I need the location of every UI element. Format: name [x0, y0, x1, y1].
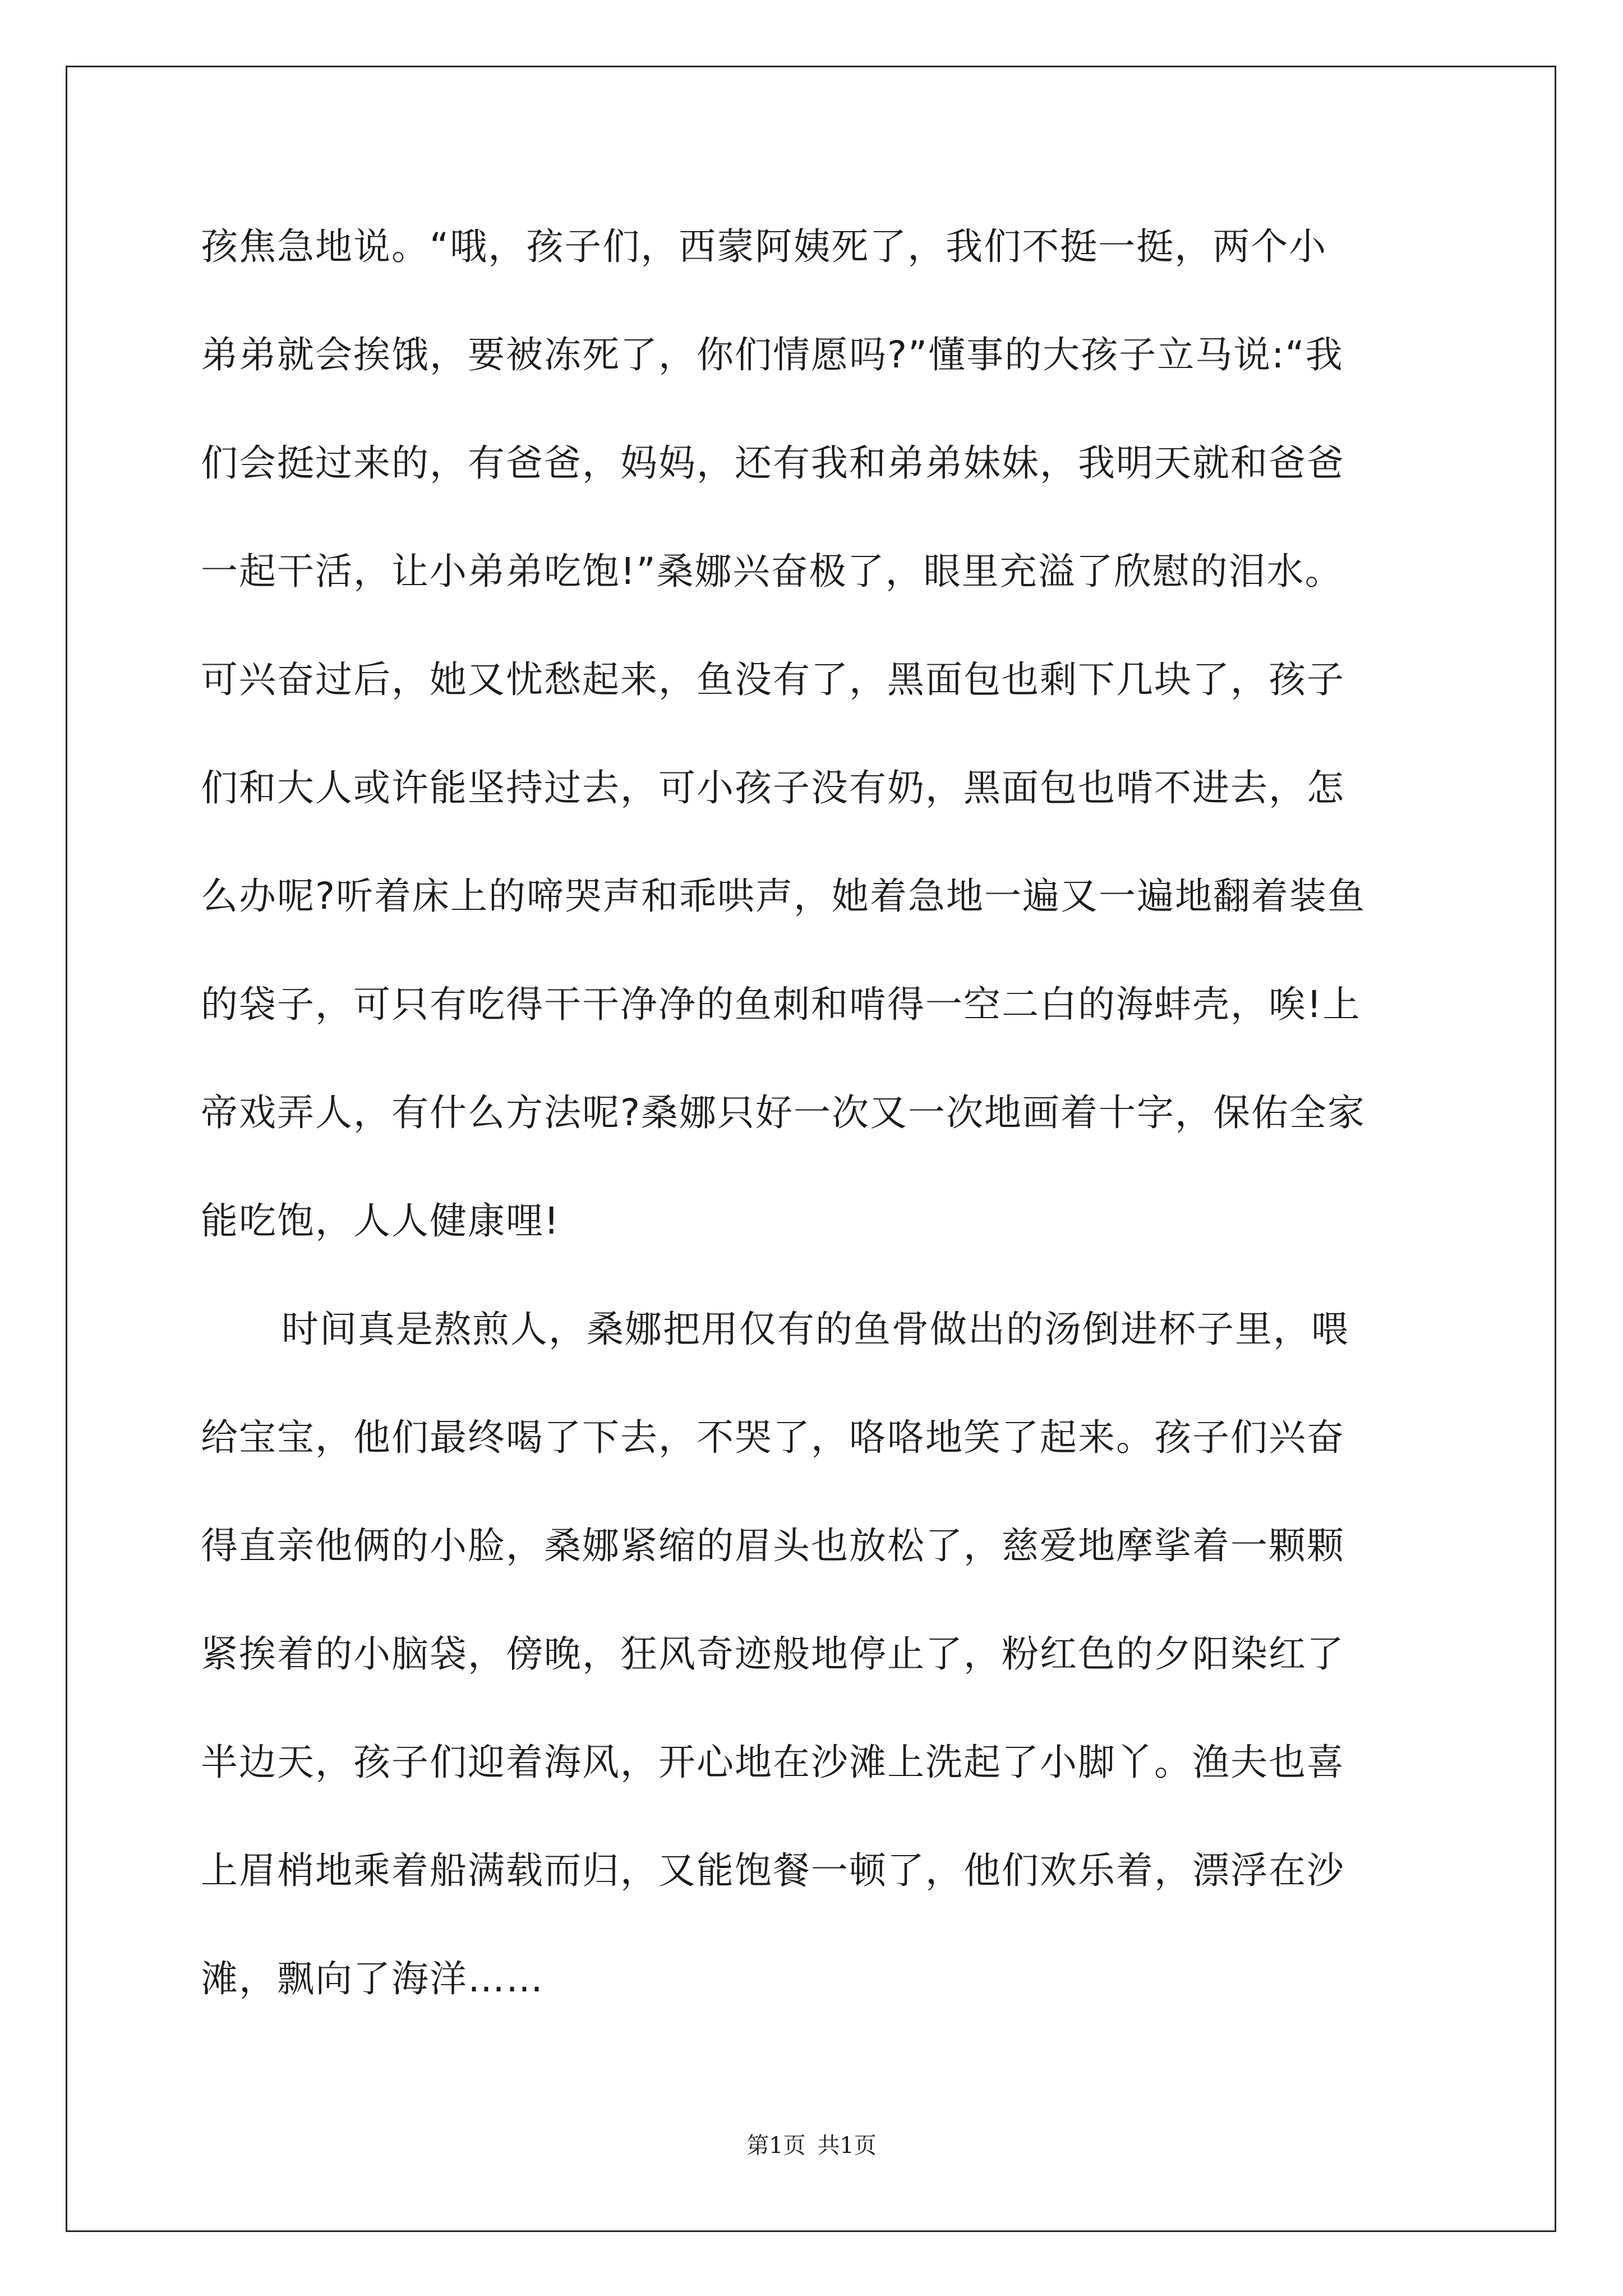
text-line: 们会挺过来的，有爸爸，妈妈，还有我和弟弟妹妹，我明天就和爸爸 — [201, 441, 1345, 485]
text-line: 的袋子，可只有吃得干干净净的鱼刺和啃得一空二白的海蚌壳，唉!上 — [201, 983, 1361, 1026]
text-line: 半边天，孩子们迎着海风，开心地在沙滩上洗起了小脚丫。渔夫也喜 — [201, 1741, 1345, 1784]
text-line: 给宝宝，他们最终喝了下去，不哭了，咯咯地笑了起来。孩子们兴奋 — [201, 1416, 1345, 1459]
text-line: 们和大人或许能坚持过去，可小孩子没有奶，黑面包也啃不进去，怎 — [201, 766, 1345, 809]
text-line: 可兴奋过后，她又忧愁起来，鱼没有了，黑面包也剩下几块了，孩子 — [201, 658, 1345, 701]
text-line: 一起干活，让小弟弟吃饱!”桑娜兴奋极了，眼里充溢了欣慰的泪水。 — [201, 550, 1343, 593]
page-number-footer: 第1页 共1页 — [746, 2133, 877, 2159]
text-line: 孩焦急地说。“哦，孩子们，西蒙阿姨死了，我们不挺一挺，两个小 — [201, 225, 1327, 268]
text-line: 紧挨着的小脑袋，傍晚，狂风奇迹般地停止了，粉红色的夕阳染红了 — [201, 1632, 1345, 1676]
text-line: 帝戏弄人，有什么方法呢?桑娜只好一次又一次地画着十字，保佑全家 — [201, 1091, 1366, 1134]
text-line: 上眉梢地乘着船满载而归，又能饱餐一顿了，他们欢乐着，漂浮在沙 — [201, 1849, 1345, 1892]
page-border — [66, 66, 1556, 2232]
text-line: 弟弟就会挨饿，要被冻死了，你们情愿吗?”懂事的大孩子立马说:“我 — [201, 333, 1344, 376]
text-line: 滩，飘向了海洋…… — [201, 1957, 544, 2000]
text-line: 能吃饱，人人健康哩! — [201, 1199, 560, 1243]
paragraph-first-line: 时间真是熬煎人，桑娜把用仅有的鱼骨做出的汤倒进杯子里，喂 — [282, 1308, 1349, 1351]
text-line: 得直亲他俩的小脸，桑娜紧缩的眉头也放松了，慈爱地摩挲着一颗颗 — [201, 1524, 1345, 1567]
text-line: 么办呢?听着床上的啼哭声和乖哄声，她着急地一遍又一遍地翻着装鱼 — [201, 875, 1366, 918]
